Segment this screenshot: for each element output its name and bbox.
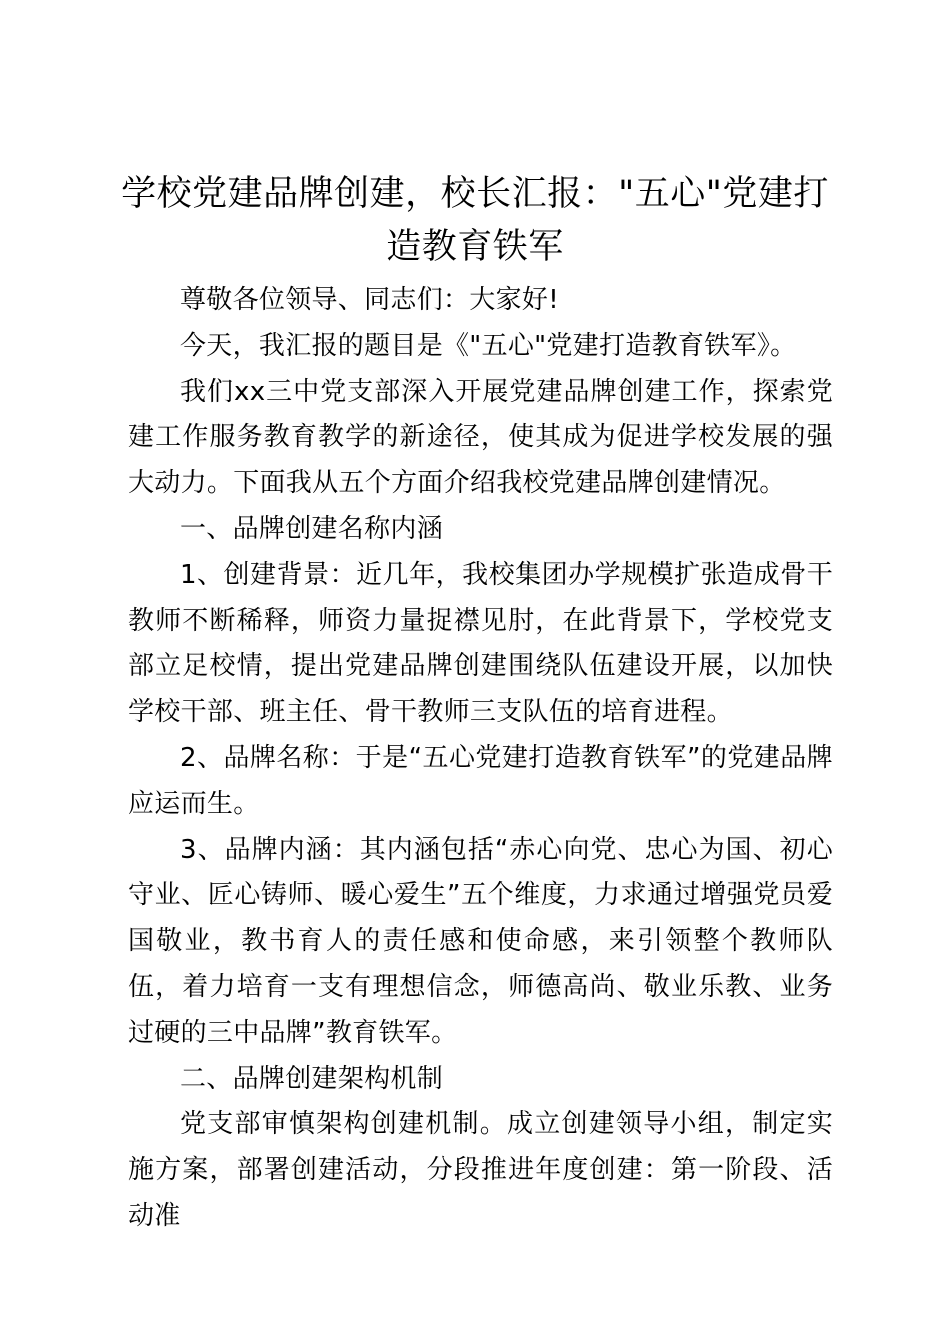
section-heading-2: 二、品牌创建架构机制	[180, 1063, 444, 1094]
paragraph-brand-connotation: 3、品牌内涵：其内涵包括“赤心向党、忠心为国、初心守业、匠心铸师、暖心爱生”五个维度，力求通过增强党员爱国敬业，教书育人的责任感和使命感，来引领整个教师队伍，着力培育一支有理想信念，师德高尚、敬业乐教、业务过硬的三中品牌”教育铁军。	[128, 834, 833, 1048]
paragraph-report-topic: 今天，我汇报的题目是《"五心"党建打造教育铁军》。	[180, 330, 797, 361]
paragraph-brand-name: 2、品牌名称：于是“五心党建打造教育铁军”的党建品牌应运而生。	[128, 742, 833, 819]
section-heading-1: 一、品牌创建名称内涵	[180, 513, 444, 544]
paragraph-greeting: 尊敬各位领导、同志们：大家好!	[180, 285, 559, 315]
document-title: 学校党建品牌创建，校长汇报："五心"党建打造教育铁军	[121, 174, 829, 267]
paragraph-background: 1、创建背景：近几年，我校集团办学规模扩张造成骨干教师不断稀释，师资力量捉襟见肘，在此背景下，学校党支部立足校情，提出党建品牌创建围绕队伍建设开展，以加快学校干部、班主任、骨干教师三支队伍的培育进程。	[128, 559, 833, 728]
paragraph-introduction: 我们xx三中党支部深入开展党建品牌创建工作，探索党建工作服务教育教学的新途径，使其成为促进学校发展的强大动力。下面我从五个方面介绍我校党建品牌创建情况。	[128, 376, 833, 499]
document-body	[128, 278, 833, 1240]
paragraph-mechanism: 党支部审慎架构创建机制。成立创建领导小组，制定实施方案，部署创建活动，分段推进年度创建：第一阶段、活动准	[128, 1109, 833, 1231]
